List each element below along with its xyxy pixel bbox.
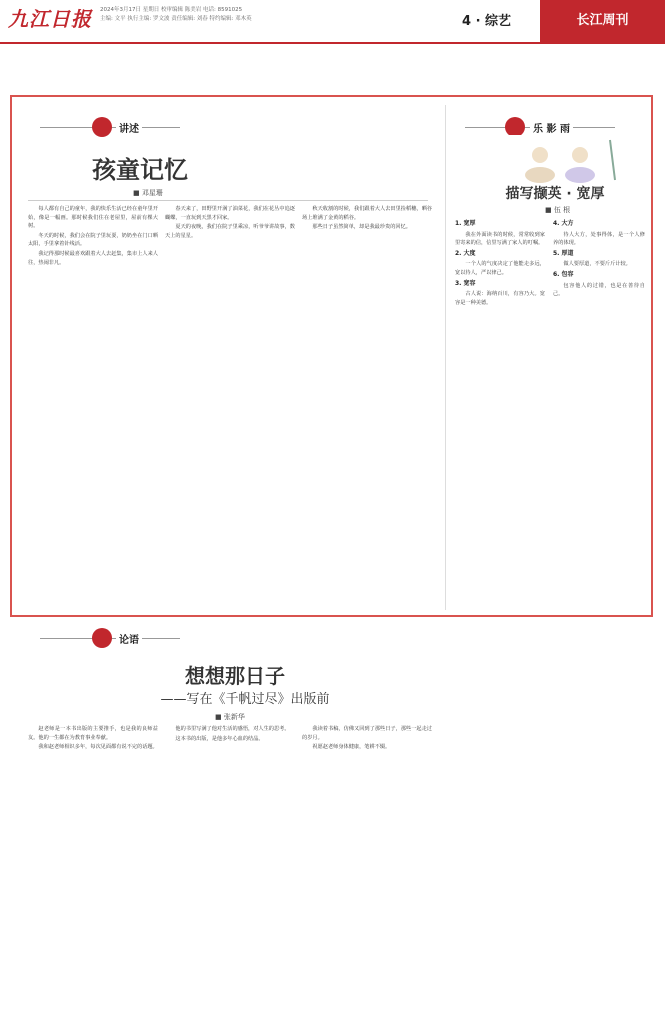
article3-title: 想想那日子 <box>185 664 285 688</box>
paragraph: 我在外面读书的时候，常常收到家里寄来的信，信里写满了家人的叮嘱。 <box>455 231 545 247</box>
article3-subtitle: ——写在《千帆过尽》出版前 <box>160 692 330 707</box>
column-divider <box>445 105 446 610</box>
paragraph: 包容他人的过错，也是在善待自己。 <box>553 282 645 298</box>
tag-badge-icon <box>92 628 112 648</box>
item-heading: 5. 厚道 <box>553 249 574 257</box>
paragraph: 夏天的夜晚，我们在院子里乘凉，听爷爷讲故事，数天上的星星。 <box>165 224 295 239</box>
paragraph: 我记得那时候最喜欢跟着大人去赶集，集市上人来人往，热闹非凡。 <box>28 250 158 266</box>
paragraph: 他的书里写满了他对生活的感悟，对人生的思考。 <box>175 726 290 732</box>
article1-column-3 <box>302 205 432 605</box>
masthead <box>0 0 665 44</box>
item-heading: 3. 宽容 <box>455 279 476 287</box>
paragraph: 春天来了，田野里开满了油菜花，我们在花丛中追逐蝴蝶，一直玩到天黑才回家。 <box>165 206 295 221</box>
item-heading: 1. 宽厚 <box>455 220 476 227</box>
tag-badge-icon <box>505 117 525 137</box>
paragraph: 冬天的时候，我们会在院子里玩耍，奶奶坐在门口晒太阳，手里拿着针线活。 <box>28 232 158 248</box>
paragraph: 这本书的出版，是他多年心血的结晶。 <box>175 735 264 742</box>
article1-column-1 <box>28 205 158 605</box>
paragraph: 秋天收割的时候，我们跟着大人去田里捡稻穗，晒谷场上堆满了金黄的稻谷。 <box>302 206 432 221</box>
article3-tag: 论语 <box>116 631 142 646</box>
article1-title: 孩童记忆 <box>92 156 188 184</box>
item-heading: 6. 包容 <box>553 270 574 278</box>
article1-column-2 <box>165 205 295 605</box>
newspaper-logo: 九江日报 <box>8 7 92 31</box>
paragraph: 赵老师是一本书出版的主要推手，也是我的良师益友。他的一生都在为教育事业奉献。 <box>28 726 158 741</box>
masthead-info-line-1: 2024年3月17日 星期日 校审编辑 陈美岩 电话: 8591025 <box>100 7 243 13</box>
paragraph: 一个人的气度决定了他能走多远，宽以待人，严以律己。 <box>455 261 545 276</box>
article2-column-2 <box>553 218 645 603</box>
article3-column-1 <box>28 725 158 1005</box>
paragraph: 祝愿赵老师身体健康，笔耕不辍。 <box>312 744 391 751</box>
weekly-brand: 长江周刊 <box>540 0 665 42</box>
article2-title: 描写撷英 · 宽厚 <box>505 186 605 202</box>
article1-author: ■ 邓星珊 <box>133 189 163 197</box>
divider <box>28 200 428 201</box>
tag-badge-icon <box>92 117 112 137</box>
masthead-info <box>100 6 252 24</box>
paragraph: 做人要厚道，不要斤斤计较。 <box>563 261 631 268</box>
article1-tag: 讲述 <box>116 120 142 135</box>
paragraph: 那些日子虽然简单，却是我最珍贵的回忆。 <box>312 224 411 231</box>
article3-column-2 <box>165 725 295 1005</box>
article2-tag: 乐 影 雨 <box>530 120 573 135</box>
article3-column-3 <box>302 725 432 1005</box>
masthead-info-line-2: 主编: 文平 执行主编: 罗文波 责任编辑: 刘春 特约编辑: 邓木英 <box>100 16 252 22</box>
paragraph: 我读着书稿，仿佛又回到了那些日子，那些一起走过的岁月。 <box>302 726 432 741</box>
article2-author: ■ 伍 根 <box>545 206 571 214</box>
article3-author: ■ 张新华 <box>215 713 245 721</box>
item-heading: 4. 大方 <box>553 220 574 227</box>
article2-column-1 <box>455 218 545 603</box>
paragraph: 古人说：海纳百川，有容乃大。宽容是一种美德。 <box>455 291 545 306</box>
paragraph: 待人大方，处事得体，是一个人修养的体现。 <box>553 231 645 247</box>
paragraph: 每人都有自己的童年，我的快乐生活已经在童年里开始，像是一幅画。那时候我们住在老屋里，屋前有棵大树。 <box>28 206 158 230</box>
item-heading: 2. 大度 <box>455 249 476 257</box>
paragraph: 我和赵老师相识多年，每次见面都有说不完的话题。 <box>38 744 158 751</box>
children-illustration <box>500 135 630 185</box>
section-label: 4 · 综艺 <box>462 14 512 29</box>
